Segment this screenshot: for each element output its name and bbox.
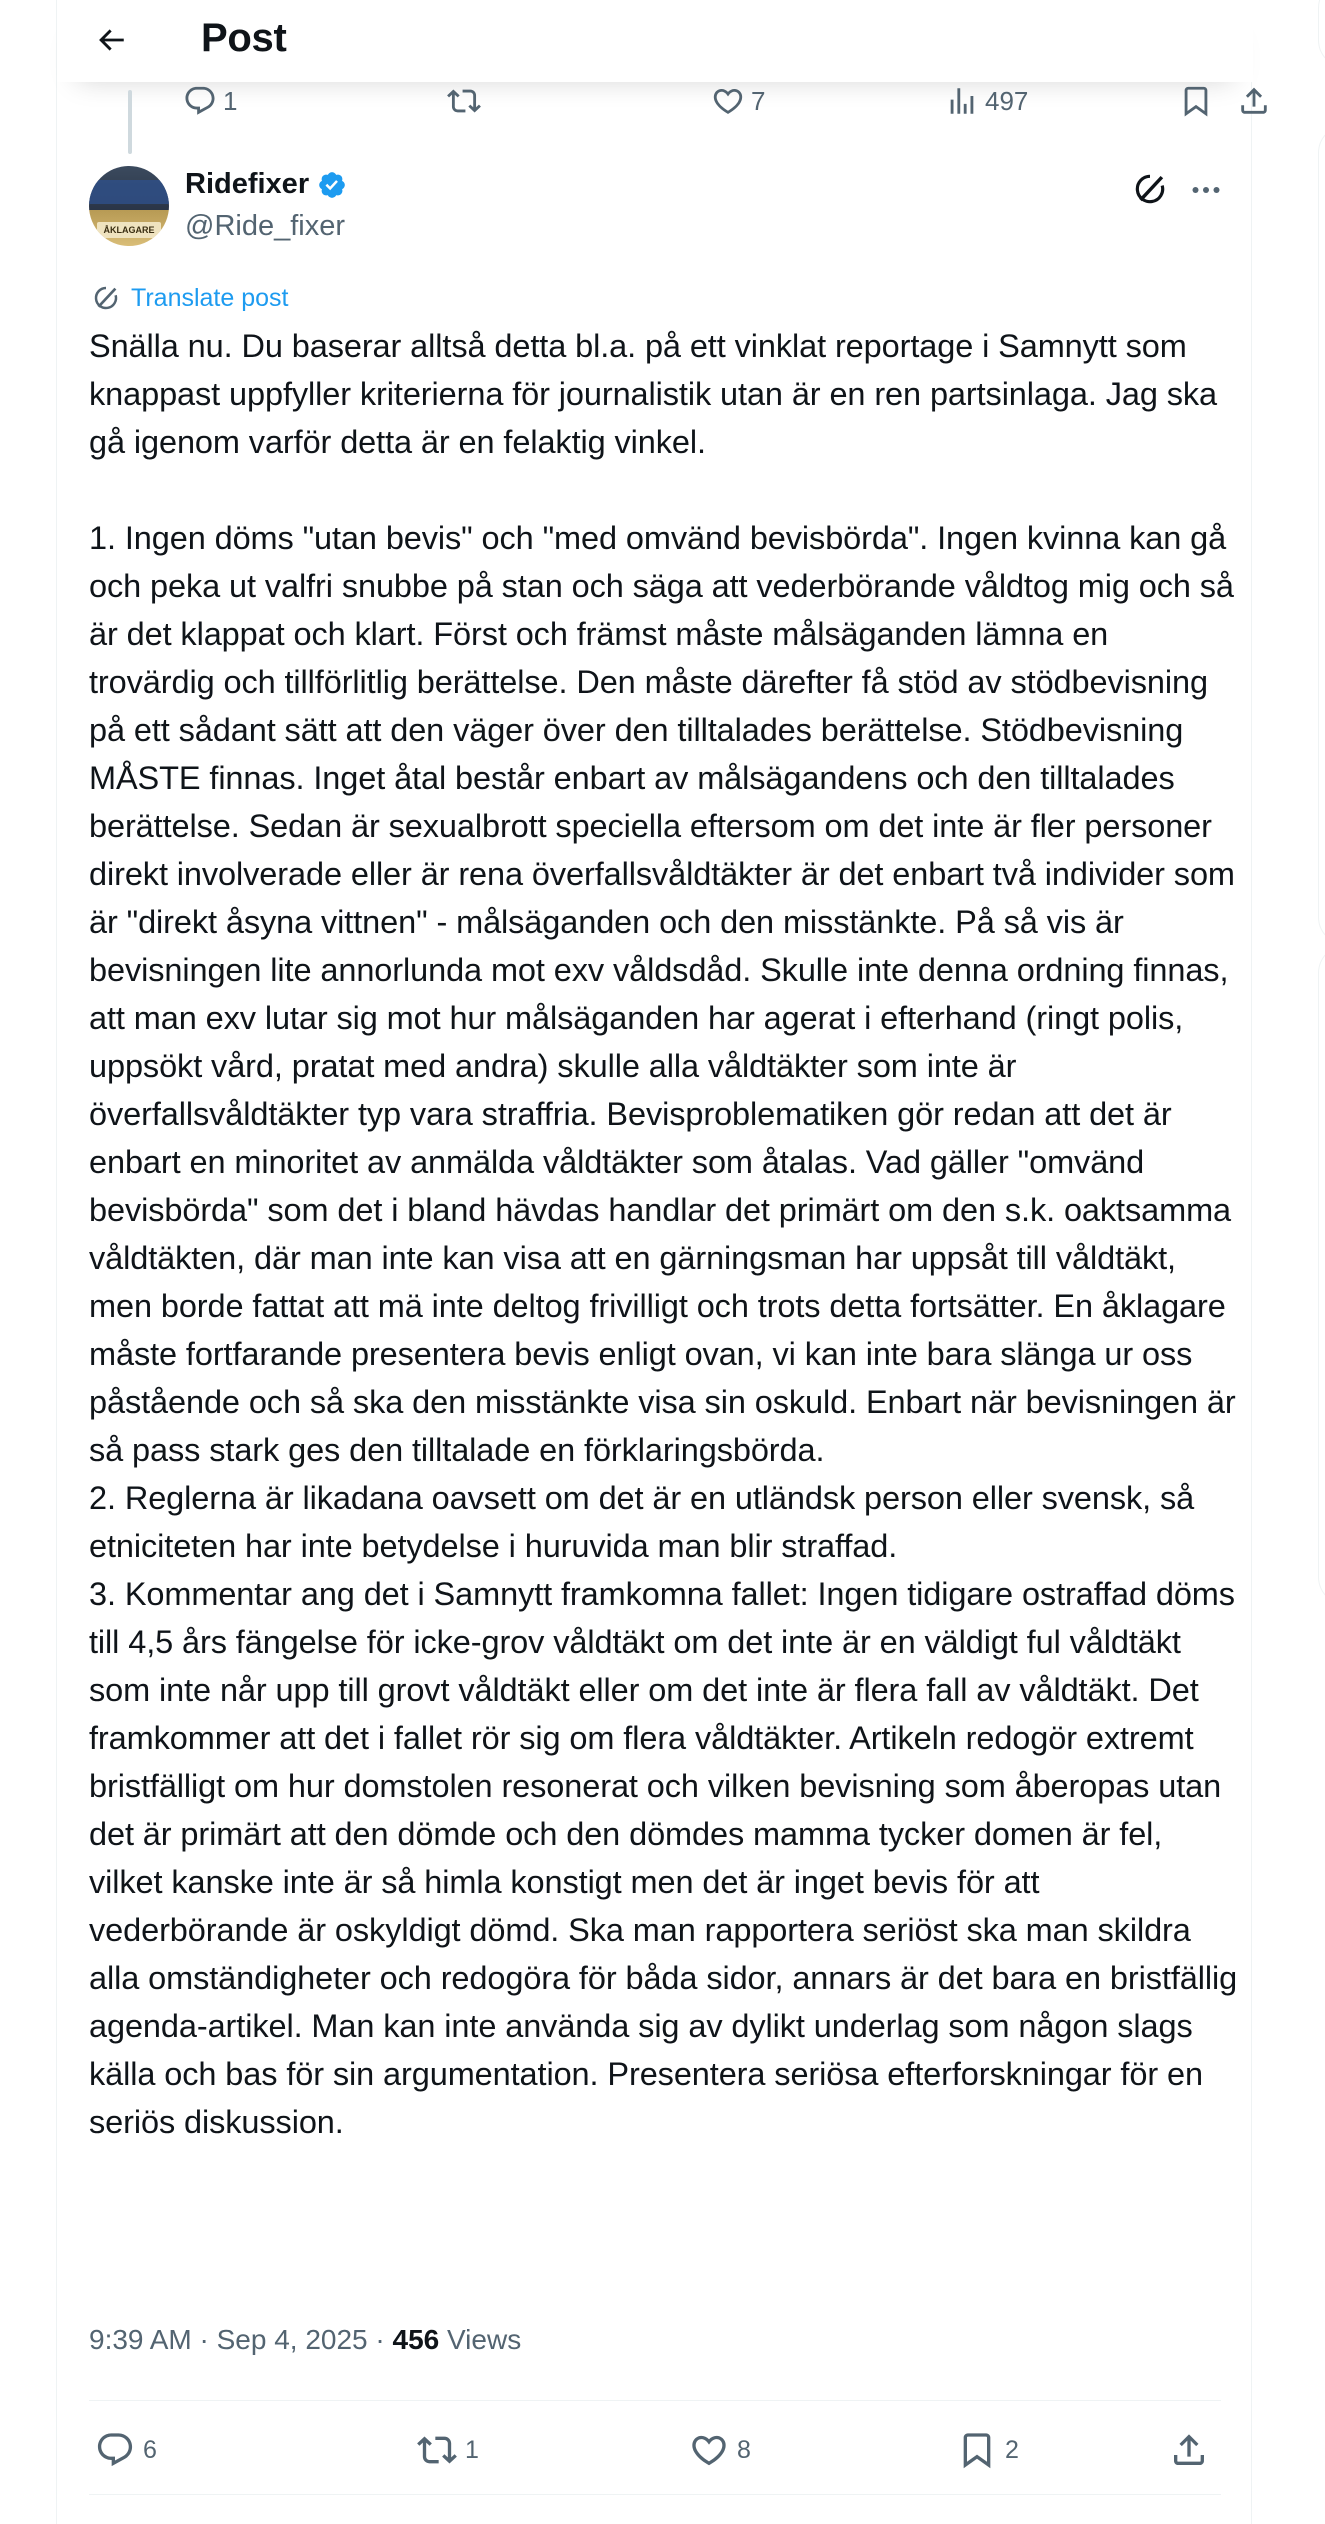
share-icon xyxy=(1237,84,1271,118)
verified-badge-icon xyxy=(317,170,347,200)
parent-post-actions xyxy=(183,84,1245,124)
views-chart-icon xyxy=(945,84,979,118)
author-handle[interactable]: @Ride_fixer xyxy=(185,210,345,242)
back-button[interactable] xyxy=(91,20,131,60)
avatar-text: ÅKLAGARE xyxy=(103,225,155,235)
arrow-left-icon xyxy=(94,23,128,57)
heart-icon xyxy=(689,2430,729,2470)
bookmark-icon xyxy=(957,2430,997,2470)
reply-icon xyxy=(95,2430,135,2470)
like-count: 8 xyxy=(737,2435,751,2464)
right-sidebar-card xyxy=(1318,125,1325,945)
reply-button[interactable] xyxy=(95,2420,157,2480)
parent-reply-button[interactable] xyxy=(183,84,237,118)
repost-icon xyxy=(447,84,481,118)
like-button[interactable] xyxy=(689,2420,751,2480)
bookmark-count: 2 xyxy=(1005,2435,1019,2464)
bookmark-button[interactable] xyxy=(957,2420,1019,2480)
post-text: Snälla nu. Du baserar alltså detta bl.a. på ett vinklat reportage i Samnytt som knappast uppfyller kriterierna för journalistik utan är en ren partsinlaga. Jag ska gå igenom varför detta är en felaktig vinkel. 1. Ingen döms "utan bevis" och "med omvänd bevisbörda". Ingen kvinna kan gå och peka ut valfri snubbe på stan och säga att vederbörande våldtog mig och så är det klappat och klart. Först och främst måste målsäganden lämna en trovärdig och tillförlitlig berättelse. Den måste därefter få stöd av stödbevisning på ett sådant sätt att den väger över den tilltalades berättelse. Stödbevisning MÅSTE finnas. Inget åtal består enbart av målsägandens och den tilltalades berättelse. Sedan är sexualbrott speciella eftersom om det inte är fler personer direkt involverade eller är rena överfallsvåldtäkter är det enbart två individer som är "direkt åsyna vittnen" - målsäganden och den misstänkte. På så vis är bevisningen lite annorlunda mot exv våldsdåd. Skulle inte denna ordning finnas, att man exv lutar sig mot hur målsäganden har agerat i efterhand (ringt polis, uppsökt vård, pratat med andra) skulle alla våldtäkter som inte är överfallsvåldtäkter typ vara straffria. Bevisproblematiken gör redan att det är enbart en minoritet av anmälda våldtäkter som åtalas. Vad gäller "omvänd bevisbörda" som det i bland hävdas handlar det primärt om den s.k. oaktsamma våldtäkten, där man inte kan visa att en gärningsman har uppsåt till våldtäkt, men borde fattat att mä inte deltog frivilligt och trots detta fortsätter. En åklagare måste fortfarande presentera bevis enligt ovan, vi kan inte bara slänga ur oss påstående och så ska den misstänkte visa sin oskuld. Enbart när bevisningen är så pass stark ges den tilltalade en förklaringsbörda. 2. Reglerna är likadana oavsett om det är en utländsk person eller svensk, så etniciteten har inte betydelse i huruvida man blir straffad. 3. Kommentar ang det i Samnytt framkomna fallet: Ingen tidigare ostraffad döms till 4,5 års fängelse för icke-grov våldtäkt om det inte är en väldigt ful våldtäkt som inte når upp till grovt våldtäkt eller om det inte är flera fall av våldtäkt. Det framkommer att det i fallet rör sig om flera våldtäkter. Artikeln redogör extremt bristfälligt om hur domstolen resonerat och vilken bevisning som åberopas utan det är primärt att den dömde och den dömdes mamma tycker domen är fel, vilket kanske inte är så himla konstigt men det är inget bevis för att vederbörande är oskyldigt dömd. Ska man rapportera seriöst ska man skildra alla omständigheter och redogöra för båda sidor, annars är det bara en bristfällig agenda-artikel. Man kan inte använda sig av dylikt underlag som någon slags källa och bas för sin argumentation. Presentera seriösa efterforskningar för en seriös diskussion. xyxy=(89,328,1238,2140)
parent-like-count: 7 xyxy=(751,85,766,116)
share-icon xyxy=(1169,2430,1209,2470)
divider xyxy=(89,2400,1221,2401)
avatar[interactable] xyxy=(89,166,169,246)
grok-icon[interactable] xyxy=(1131,170,1169,208)
bookmark-icon xyxy=(1179,84,1213,118)
right-sidebar-search-card xyxy=(1318,0,1325,68)
parent-repost-button[interactable] xyxy=(447,84,487,118)
page-header xyxy=(57,0,1253,82)
parent-like-button[interactable] xyxy=(711,84,765,118)
translate-post-link[interactable] xyxy=(91,283,288,313)
heart-icon xyxy=(711,84,745,118)
thread-connector-line xyxy=(128,90,132,154)
parent-bookmark-button[interactable] xyxy=(1179,84,1213,118)
reply-icon xyxy=(183,84,217,118)
parent-reply-count: 1 xyxy=(223,85,238,116)
post-views-count: 456 xyxy=(392,2324,440,2355)
translate-icon xyxy=(91,283,121,313)
more-options-icon[interactable] xyxy=(1187,172,1225,208)
post-views-label: Views xyxy=(439,2324,522,2355)
right-sidebar-card-lower xyxy=(1318,945,1325,1605)
repost-count: 1 xyxy=(465,2435,479,2464)
divider xyxy=(89,2494,1221,2495)
parent-views-button[interactable] xyxy=(945,84,1028,118)
reply-count: 6 xyxy=(143,2435,157,2464)
parent-views-count: 497 xyxy=(985,85,1029,116)
translate-post-label: Translate post xyxy=(131,283,289,312)
share-button[interactable] xyxy=(1169,2420,1209,2480)
repost-button[interactable] xyxy=(417,2420,479,2480)
author-name-row[interactable] xyxy=(185,168,347,201)
parent-share-button[interactable] xyxy=(1237,84,1271,118)
main-column xyxy=(56,0,1252,2524)
page-title: Post xyxy=(201,16,287,60)
post-timestamp[interactable]: 9:39 AM · Sep 4, 2025 · xyxy=(89,2324,393,2355)
author-name: Ridefixer xyxy=(185,168,310,200)
post-actions xyxy=(89,2420,1221,2480)
post-meta xyxy=(89,2324,521,2356)
repost-icon xyxy=(417,2430,457,2470)
